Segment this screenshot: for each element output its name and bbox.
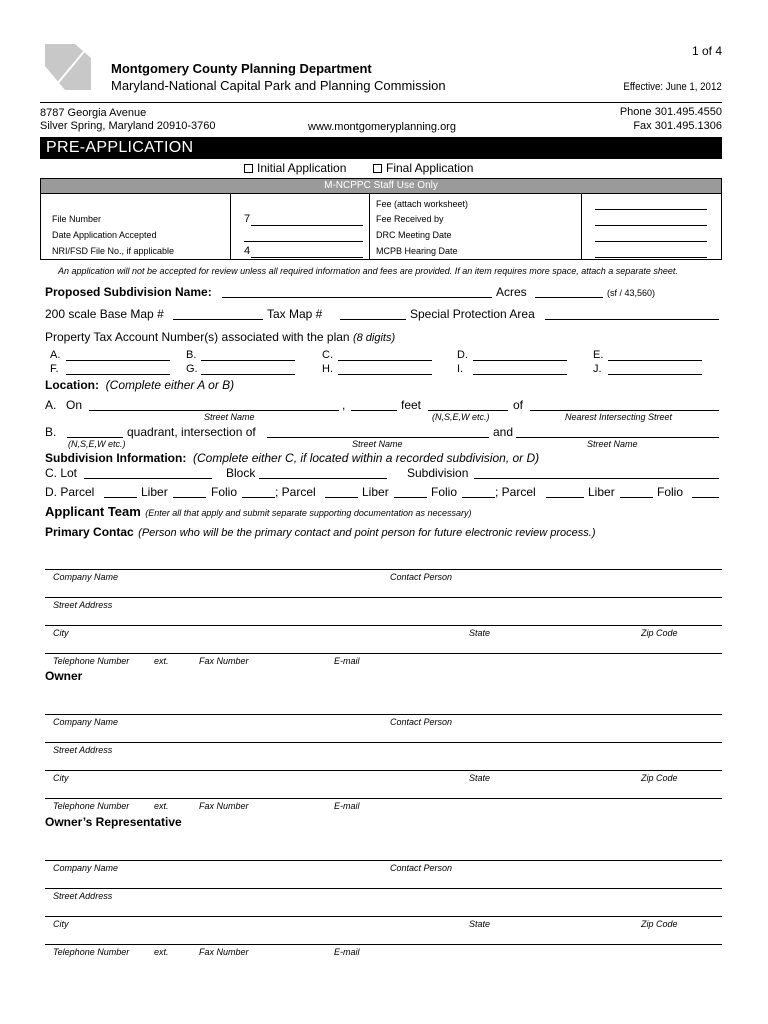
owner-phone-line[interactable]	[45, 798, 722, 799]
account-g-field[interactable]	[201, 374, 295, 375]
street-name-field-a[interactable]	[89, 410, 339, 411]
lot-label: C. Lot	[45, 466, 78, 480]
fee-field[interactable]	[595, 209, 707, 210]
account-d: D.	[457, 349, 468, 361]
folio-field-2[interactable]	[462, 497, 495, 498]
parcel-field-1[interactable]	[104, 497, 137, 498]
account-b-field[interactable]	[201, 360, 295, 361]
subdivision-name-field[interactable]	[222, 297, 492, 298]
nearest-street-caption: Nearest Intersecting Street	[565, 412, 673, 422]
liber-field-1[interactable]	[173, 497, 206, 498]
parcel-label-3: ; Parcel	[495, 485, 536, 499]
owner-rep-heading: Owner’s Representative	[45, 815, 182, 829]
page-number: 1 of 4	[691, 44, 722, 58]
street-address-caption: Street Address	[53, 600, 113, 610]
base-map-field[interactable]	[173, 319, 263, 320]
of-label: of	[513, 398, 524, 412]
contact-person-caption: Contact Person	[390, 572, 453, 582]
effective-date: Effective: June 1, 2012	[623, 81, 722, 93]
nsew-caption-a: (N,S,E,W etc.)	[432, 412, 490, 422]
fax-caption: Fax Number	[199, 801, 249, 811]
address-line-2: Silver Spring, Maryland 20910-3760	[40, 120, 216, 132]
direction-field-a[interactable]	[428, 410, 508, 411]
account-j: J.	[593, 363, 602, 375]
zip-caption: Zip Code	[641, 628, 678, 638]
email-caption: E-mail	[334, 656, 360, 666]
final-application-checkbox[interactable]: Final Application	[373, 161, 473, 175]
contact-person-caption: Contact Person	[390, 863, 453, 873]
rep-city-line[interactable]	[45, 916, 722, 917]
rep-phone-line[interactable]	[45, 944, 722, 945]
liber-field-2[interactable]	[394, 497, 427, 498]
city-caption: City	[53, 628, 69, 638]
owner-heading: Owner	[45, 669, 83, 683]
fax-number: Fax 301.495.1306	[633, 120, 722, 132]
file-number-label: File Number	[52, 214, 102, 224]
nri-prefix: 4	[244, 245, 251, 257]
company-name-caption: Company Name	[53, 572, 119, 582]
telephone-caption: Telephone Number	[53, 947, 130, 957]
subdivision-info-label: Subdivision Information: (Complete either C, if located within a recorded subdivision, or D)	[45, 451, 540, 465]
form-title: PRE-APPLICATION	[46, 139, 194, 156]
nsew-caption-b: (N,S,E,W etc.)	[68, 439, 126, 449]
city-caption: City	[53, 773, 69, 783]
street-name-field-b1[interactable]	[267, 437, 489, 438]
telephone-caption: Telephone Number	[53, 801, 130, 811]
account-f: F.	[50, 363, 59, 375]
account-g: G.	[186, 363, 198, 375]
fax-caption: Fax Number	[199, 656, 249, 666]
spa-label: Special Protection Area	[410, 307, 535, 321]
title-bar	[40, 137, 722, 159]
lot-field[interactable]	[84, 478, 212, 479]
contact-person-caption: Contact Person	[390, 717, 453, 727]
location-a-label: A.	[45, 398, 57, 412]
folio-label-1: Folio	[211, 485, 238, 499]
liber-label-3: Liber	[588, 485, 615, 499]
liber-label-1: Liber	[141, 485, 168, 499]
account-d-field[interactable]	[473, 360, 567, 361]
email-caption: E-mail	[334, 801, 360, 811]
drc-field[interactable]	[595, 241, 707, 242]
street-name-caption-b1: Street Name	[352, 439, 403, 449]
fee-received-label: Fee Received by	[376, 214, 444, 224]
tax-map-label: Tax Map #	[267, 307, 323, 321]
nri-label: NRI/FSD File No., if applicable	[52, 246, 175, 256]
account-i-field[interactable]	[473, 374, 567, 375]
file-prefix: 7	[244, 213, 251, 225]
liber-field-3[interactable]	[620, 497, 653, 498]
folio-field-1[interactable]	[242, 497, 275, 498]
planning-logo	[45, 44, 91, 90]
parcel-field-2[interactable]	[325, 497, 358, 498]
tax-account-label: Property Tax Account Number(s) associated with the plan (8 digits)	[45, 330, 396, 344]
rep-street-line[interactable]	[45, 888, 722, 889]
initial-application-checkbox[interactable]: Initial Application	[244, 161, 346, 175]
on-label: On	[66, 398, 83, 412]
parcel-label-2: ; Parcel	[275, 485, 316, 499]
acres-field[interactable]	[535, 297, 603, 298]
street-name-field-b2[interactable]	[516, 437, 719, 438]
account-i: I.	[457, 363, 464, 375]
street-name-caption-a: Street Name	[204, 412, 255, 422]
account-c: C.	[322, 349, 333, 361]
account-e-field[interactable]	[608, 360, 702, 361]
mcpb-field[interactable]	[595, 257, 707, 258]
acres-note: (sf / 43,560)	[607, 288, 656, 298]
nri-field[interactable]	[251, 257, 363, 258]
feet-label: feet	[401, 398, 422, 412]
account-h-field[interactable]	[338, 374, 432, 375]
email-caption: E-mail	[334, 947, 360, 957]
account-c-field[interactable]	[338, 360, 432, 361]
staff-use-header: M-NCPPC Staff Use Only	[41, 179, 721, 194]
company-name-caption: Company Name	[53, 717, 119, 727]
primary-company-line[interactable]	[45, 569, 722, 570]
base-map-label: 200 scale Base Map #	[45, 307, 164, 321]
account-b: B.	[186, 349, 197, 361]
feet-field[interactable]	[351, 410, 397, 411]
fee-label: Fee (attach worksheet)	[376, 199, 469, 209]
fee-received-field[interactable]	[595, 225, 707, 226]
fax-caption: Fax Number	[199, 947, 249, 957]
block-field[interactable]	[259, 478, 387, 479]
location-b-label: B.	[45, 425, 57, 439]
account-f-field[interactable]	[66, 374, 170, 375]
notice-text: An application will not be accepted for review unless all required information and fees are provided. If an item requires more space, attach a separate sheet.	[58, 266, 678, 276]
and-label: and	[493, 425, 514, 439]
date-accepted-label: Date Application Accepted	[52, 230, 157, 240]
street-name-caption-b2: Street Name	[587, 439, 638, 449]
owner-city-line[interactable]	[45, 770, 722, 771]
drc-label: DRC Meeting Date	[376, 230, 452, 240]
telephone-caption: Telephone Number	[53, 656, 130, 666]
street-address-caption: Street Address	[53, 891, 113, 901]
department-name: Montgomery County Planning Department	[111, 61, 372, 76]
zip-caption: Zip Code	[641, 773, 678, 783]
street-address-caption: Street Address	[53, 745, 113, 755]
primary-phone-line[interactable]	[45, 653, 722, 654]
mcpb-label: MCPB Hearing Date	[376, 246, 458, 256]
subdivision-field[interactable]	[474, 478, 719, 479]
state-caption: State	[469, 773, 491, 783]
rep-company-line[interactable]	[45, 860, 722, 861]
nearest-street-field[interactable]	[530, 410, 719, 411]
account-a-field[interactable]	[66, 360, 170, 361]
parcel-field-3[interactable]	[546, 497, 584, 498]
primary-contact-heading: Primary Contac (Person who will be the primary contact and point person for future electronic review process.)	[45, 525, 596, 539]
account-h: H.	[322, 363, 333, 375]
folio-label-2: Folio	[431, 485, 458, 499]
zip-caption: Zip Code	[641, 919, 678, 929]
subdivision-label: Subdivision	[407, 466, 469, 480]
commission-name: Maryland-National Capital Park and Planning Commission	[111, 78, 446, 93]
primary-street-line[interactable]	[45, 597, 722, 598]
account-a: A.	[50, 349, 61, 361]
block-label: Block	[226, 466, 256, 480]
ext-caption: ext.	[154, 656, 169, 666]
owner-company-line[interactable]	[45, 714, 722, 715]
phone-number: Phone 301.495.4550	[619, 106, 722, 118]
date-accepted-field[interactable]	[244, 241, 363, 242]
primary-city-line[interactable]	[45, 625, 722, 626]
spa-field[interactable]	[545, 319, 719, 320]
website: www.montgomeryplanning.org	[308, 121, 456, 133]
liber-label-2: Liber	[362, 485, 389, 499]
ext-caption: ext.	[154, 947, 169, 957]
account-e: E.	[593, 349, 604, 361]
address-line-1: 8787 Georgia Avenue	[40, 107, 147, 119]
applicant-team-heading: Applicant Team (Enter all that apply and submit separate supporting documentation as necessary)	[45, 504, 472, 519]
subdivision-name-label: Proposed Subdivision Name:	[45, 285, 212, 299]
company-name-caption: Company Name	[53, 863, 119, 873]
ext-caption: ext.	[154, 801, 169, 811]
state-caption: State	[469, 628, 491, 638]
state-caption: State	[469, 919, 491, 929]
acres-label: Acres	[496, 285, 527, 299]
account-j-field[interactable]	[608, 374, 702, 375]
owner-street-line[interactable]	[45, 742, 722, 743]
file-number-field[interactable]	[251, 225, 363, 226]
city-caption: City	[53, 919, 69, 929]
tax-map-field[interactable]	[340, 319, 406, 320]
folio-field-3[interactable]	[692, 497, 719, 498]
direction-field-b[interactable]	[67, 437, 123, 438]
location-label: Location: (Complete either A or B)	[45, 378, 235, 392]
parcel-label-1: D. Parcel	[45, 485, 95, 499]
quadrant-label: quadrant, intersection of	[127, 425, 256, 439]
folio-label-3: Folio	[657, 485, 684, 499]
